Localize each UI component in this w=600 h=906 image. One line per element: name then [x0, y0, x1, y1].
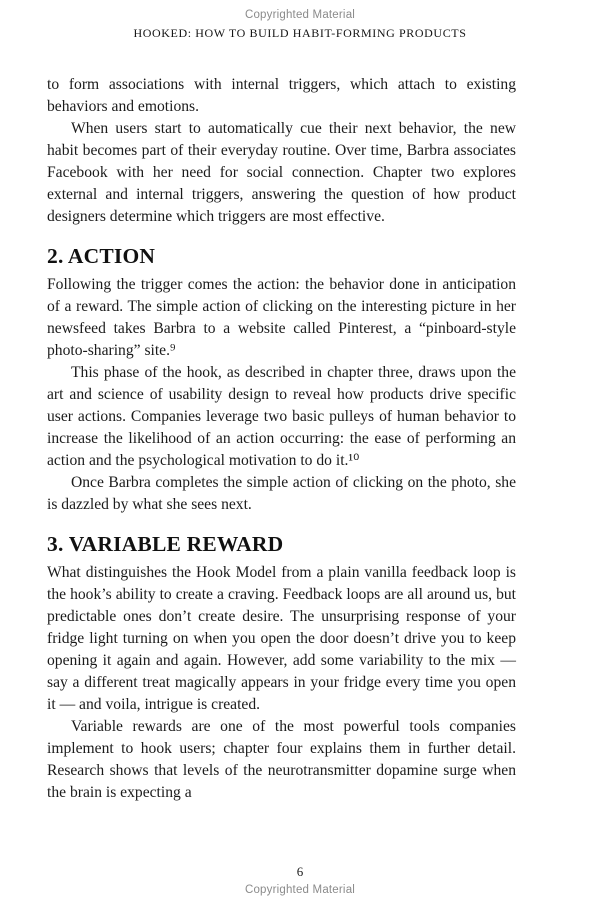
paragraph-continuation: to form associations with internal triggers, which attach to existing behaviors and emotions. — [47, 76, 516, 115]
paragraph: Variable rewards are one of the most powerful tools companies implement to hook users; chapter four explains them in further detail. Research shows that levels of the neurotransmitter dopamine surge when the brain is expecting a — [47, 718, 516, 801]
section-heading-action: 2. ACTION — [47, 244, 156, 268]
paragraph: This phase of the hook, as described in chapter three, draws upon the art and science of usability design to reveal how products drive specific user actions. Companies leverage two basic pulleys of human behavior to increase the likelihood of an action occurring: the ease of performing an action and the psychological motivation to do it.¹⁰ — [47, 364, 516, 469]
running-header: HOOKED: HOW TO BUILD HABIT-FORMING PRODUCTS — [133, 26, 467, 40]
page-number: 6 — [296, 864, 304, 879]
page-body — [0, 74, 600, 804]
copyright-notice-top: Copyrighted Material — [244, 9, 356, 21]
section-heading-variable-reward: 3. VARIABLE REWARD — [47, 532, 284, 556]
paragraph: Following the trigger comes the action: the behavior done in anticipation of a reward. The simple action of clicking on the interesting picture in her newsfeed takes Barbra to a website called Pinterest, a “pinboard-style photo-sharing” site.⁹ — [47, 276, 516, 359]
copyright-notice-bottom: Copyrighted Material — [244, 884, 356, 896]
page-footer — [0, 864, 600, 896]
paragraph: Once Barbra completes the simple action of clicking on the photo, she is dazzled by what she sees next. — [47, 474, 516, 513]
paragraph: What distinguishes the Hook Model from a plain vanilla feedback loop is the hook’s ability to create a craving. Feedback loops are all around us, but predictable ones don’t create desire. The unsurprising response of your fridge light turning on when you open the door doesn’t drive you to keep opening it again and again. However, add some variability to the mix — say a different treat magically appears in your fridge every time you open it — and voila, intrigue is created. — [47, 564, 516, 713]
paragraph: When users start to automatically cue their next behavior, the new habit becomes part of their everyday routine. Over time, Barbra associates Facebook with her need for social connection. Chapter two explores external and internal triggers, answering the question of how product designers determine which triggers are most effective. — [47, 120, 516, 225]
